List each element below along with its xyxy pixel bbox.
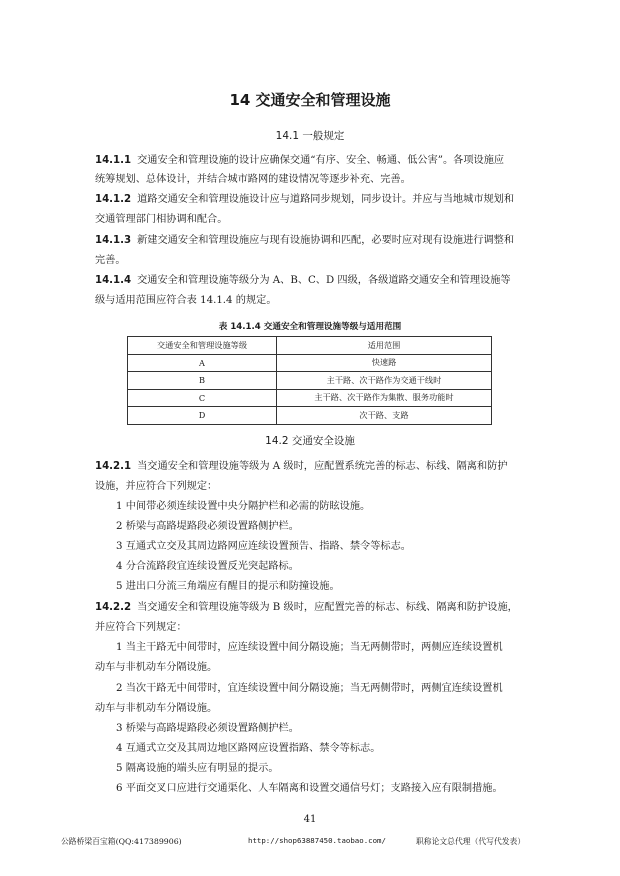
clause-text: 当交通安全和管理设施等级为 A 级时，应配置系统完善的标志、标线、隔离和防护 [137,461,508,472]
clause-text: 道路交通安全和管理设施设计应与道路同步规划，同步设计。并应与当地城市规划和 [137,194,515,205]
facility-level-table [127,336,492,425]
clause-text: 交通安全和管理设施的设计应确保交通“有序、安全、畅通、低公害”。各项设施应 [137,155,505,166]
list-item: 4 互通式立交及其周边地区路网应设置指路、禁令等标志。 [116,743,381,754]
clause-number: 14.2.2 [95,602,132,613]
section-title-14-1: 14.1 一般规定 [275,130,345,142]
table-row [128,407,492,425]
clause-line [95,231,525,246]
table-cell: A [128,354,277,372]
table-cell: 主干路、次干路作为集散、服务功能时 [277,389,492,407]
clause-text-continued: 并应符合下列规定： [95,622,187,633]
clause-text: 当交通安全和管理设施等级为 B 级时，应配置完善的标志、标线、隔离和防护设施， [137,602,518,613]
table-row [128,389,492,407]
table-cell: D [128,407,277,425]
table-cell: 次干路、支路 [277,407,492,425]
clause-text-continued: 交通管理部门相协调和配合。 [95,214,228,225]
clause-line [95,151,525,166]
clause-number: 14.1.2 [95,194,132,205]
clause-text-continued: 完善。 [95,255,126,266]
chapter-title: 14 交通安全和管理设施 [229,91,391,109]
footer-right-text: 职称论文总代理（代写代发表） [416,837,526,846]
table-cell: C [128,389,277,407]
footer-shop-link[interactable]: http://shop63887450.taobao.com/ [248,836,386,845]
clause-number: 14.2.1 [95,461,132,472]
list-item: 2 当次干路无中间带时，宜连续设置中间分隔设施；当无两侧带时，两侧宜连续设置机 [116,683,503,694]
clause-text-continued: 统筹规划、总体设计，并结合城市路网的建设情况等逐步补充、完善。 [95,174,411,185]
list-item-continued: 动车与非机动车分隔设施。 [95,662,218,673]
list-item: 5 进出口分流三角端应有醒目的提示和防撞设施。 [116,581,340,592]
clause-text: 新建交通安全和管理设施应与现有设施协调和匹配，必要时应对现有设施进行调整和 [137,235,515,246]
table-cell: 快速路 [277,354,492,372]
clause-line [95,457,525,472]
list-item: 2 桥梁与高路堤路段必须设置路侧护栏。 [116,521,299,532]
list-item: 5 隔离设施的端头应有明显的提示。 [116,763,279,774]
section-title-14-2: 14.2 交通安全设施 [265,435,355,447]
list-item: 6 平面交叉口应进行交通渠化、人车隔离和设置交通信号灯；支路接入应有限制措施。 [116,783,503,794]
page-number: 41 [303,814,317,825]
clause-number: 14.1.3 [95,235,132,246]
clause-line [95,271,525,286]
table-header-cell: 交通安全和管理设施等级 [128,337,277,355]
list-item: 1 当主干路无中间带时，应连续设置中间分隔设施；当无两侧带时，两侧应连续设置机 [116,642,503,653]
list-item: 4 分合流路段宜连续设置反光突起路标。 [116,561,299,572]
list-item: 3 桥梁与高路堤路段必须设置路侧护栏。 [116,723,299,734]
table-header-row [128,337,492,355]
clause-line [95,598,525,613]
clause-text-continued: 级与适用范围应符合表 14.1.4 的规定。 [95,295,277,306]
list-item: 3 互通式立交及其周边路网应连续设置预告、指路、禁令等标志。 [116,541,411,552]
table-row [128,372,492,390]
clause-number: 14.1.1 [95,155,132,166]
table-header-cell: 适用范围 [277,337,492,355]
list-item-continued: 动车与非机动车分隔设施。 [95,703,218,714]
clause-text: 交通安全和管理设施等级分为 A、B、C、D 四级，各级道路交通安全和管理设施等 [137,275,511,286]
table-title: 表 14.1.4 交通安全和管理设施等级与适用范围 [218,322,402,332]
table-cell: B [128,372,277,390]
clause-text-continued: 设施，并应符合下列规定： [95,481,218,492]
clause-number: 14.1.4 [95,275,132,286]
table-row [128,354,492,372]
table-cell: 主干路、次干路作为交通干线时 [277,372,492,390]
clause-line [95,190,525,205]
list-item: 1 中间带必须连续设置中央分隔护栏和必需的防眩设施。 [116,501,371,512]
footer-left-text: 公路桥梁百宝箱(QQ:417389906) [61,837,182,846]
